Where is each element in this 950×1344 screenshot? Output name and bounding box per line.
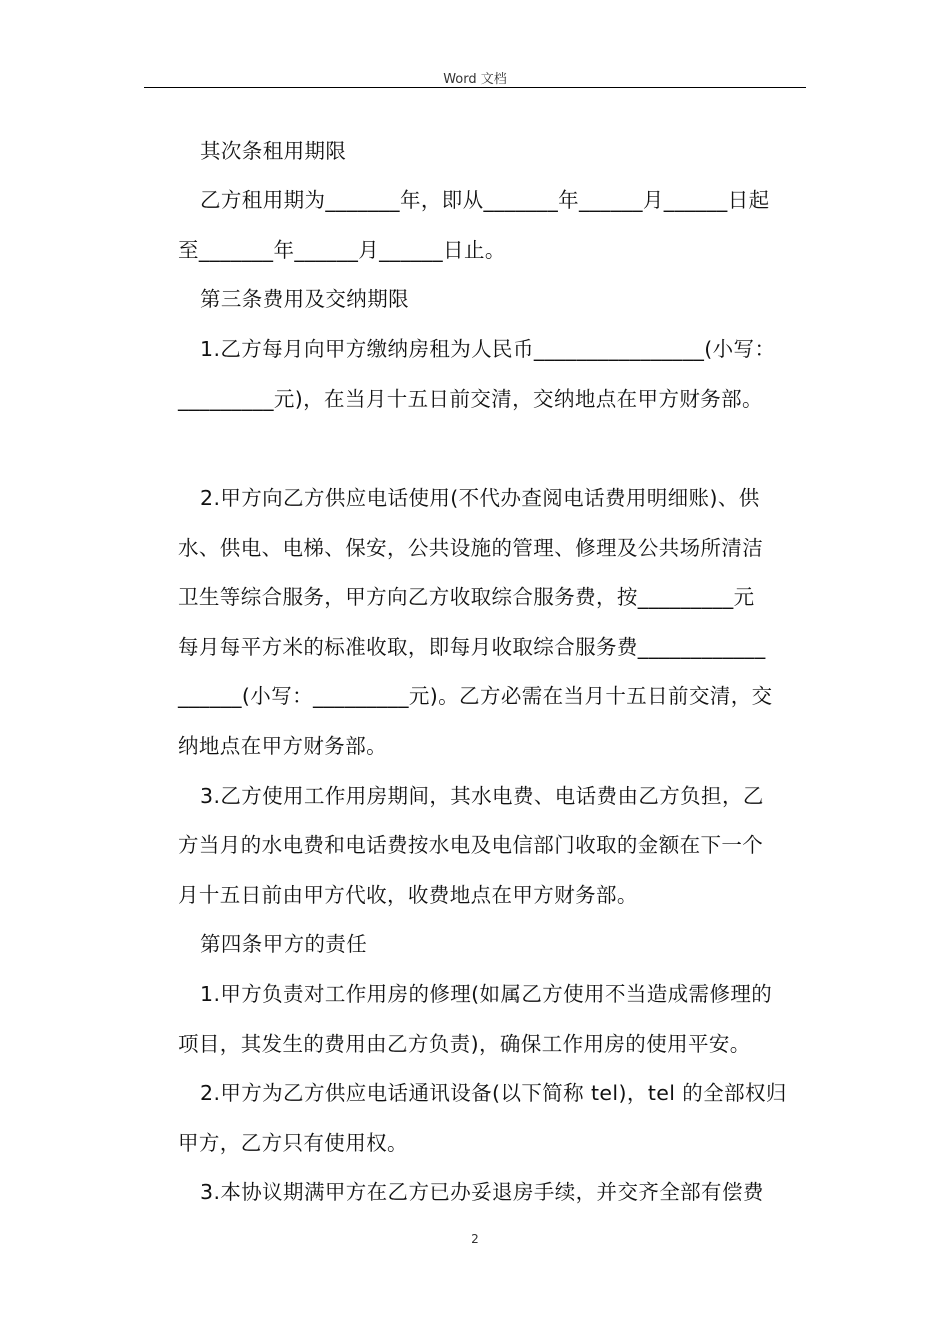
paragraph-line: 乙方租用期为_______年，即从_______年______月______日起 [200, 188, 770, 212]
paragraph-line: 卫生等综合服务，甲方向乙方收取综合服务费，按_________元 [178, 585, 755, 609]
paragraph-line: 1.甲方负责对工作用房的修理(如属乙方使用不当造成需修理的 [200, 982, 773, 1006]
paragraph-line: 3.本协议期满甲方在乙方已办妥退房手续，并交齐全部有偿费 [200, 1180, 764, 1204]
paragraph-line: 2.甲方向乙方供应电话使用(不代办查阅电话费用明细账)、供 [200, 486, 760, 510]
paragraph-line: ______(小写：_________元)。乙方必需在当月十五日前交清，交 [178, 684, 773, 708]
paragraph-line: 项目，其发生的费用由乙方负责)，确保工作用房的使用平安。 [178, 1032, 751, 1056]
page-number: 2 [471, 1232, 479, 1246]
section-heading-fees: 第三条费用及交纳期限 [200, 287, 409, 311]
section-heading-party-a: 第四条甲方的责任 [200, 932, 368, 956]
paragraph-line: _________元)，在当月十五日前交清，交纳地点在甲方财务部。 [178, 387, 763, 411]
paragraph-line: 水、供电、电梯、保安，公共设施的管理、修理及公共场所清洁 [178, 536, 764, 560]
section-heading-term: 其次条租用期限 [200, 139, 347, 163]
paragraph-line: 3.乙方使用工作用房期间，其水电费、电话费由乙方负担，乙 [200, 784, 764, 808]
paragraph-line: 1.乙方每月向甲方缴纳房租为人民币________________(小写： [200, 337, 776, 361]
page-header: Word 文档 [443, 72, 507, 87]
paragraph-line: 纳地点在甲方财务部。 [178, 734, 387, 758]
paragraph-line: 方当月的水电费和电话费按水电及电信部门收取的金额在下一个 [178, 833, 764, 857]
paragraph-line: 每月每平方米的标准收取，即每月收取综合服务费____________ [178, 635, 766, 659]
paragraph-line: 2.甲方为乙方供应电话通讯设备(以下简称 tel)，tel 的全部权归 [200, 1081, 787, 1105]
paragraph-line: 月十五日前由甲方代收，收费地点在甲方财务部。 [178, 883, 638, 907]
paragraph-line: 至_______年______月______日止。 [178, 238, 506, 262]
header-divider [144, 87, 806, 88]
paragraph-line: 甲方，乙方只有使用权。 [178, 1131, 408, 1155]
